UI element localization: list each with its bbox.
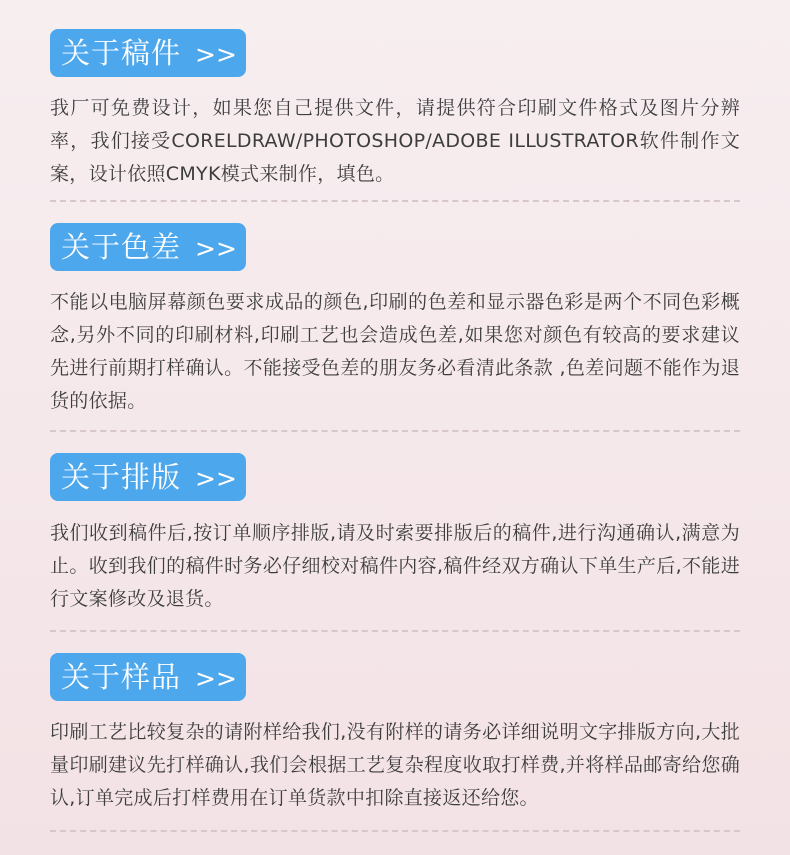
double-chevron-icon: >>: [195, 464, 237, 493]
section-title: 关于排版: [61, 460, 182, 494]
section-title-tag: [50, 653, 246, 701]
section-title: 关于稿件: [61, 36, 182, 70]
dashed-divider: [50, 200, 740, 202]
section-body-text: 不能以电脑屏幕颜色要求成品的颜色,印刷的色差和显示器色彩是两个不同色彩概念,另外不同的印刷材料,印刷工艺也会造成色差,如果您对颜色有较高的要求建议先进行前期打样确认。不能接受色差的朋友务必看清此条款 ,色差问题不能作为退货的依据。: [50, 291, 740, 412]
section-body-text: 我厂可免费设计，如果您自己提供文件，请提供符合印刷文件格式及图片分辨率，我们接受CORELDRAW/PHOTOSHOP/ADOBE ILLUSTRATOR软件制作文案，设计依照CMYK模式来制作，填色。: [50, 97, 740, 185]
section-body-text: 我们收到稿件后,按订单顺序排版,请及时索要排版后的稿件,进行沟通确认,满意为止。收到我们的稿件时务必仔细校对稿件内容,稿件经双方确认下单生产后,不能进行文案修改及退货。: [50, 522, 740, 610]
double-chevron-icon: >>: [195, 664, 237, 693]
dashed-divider: [50, 430, 740, 432]
dashed-divider: [50, 830, 740, 832]
dashed-divider: [50, 630, 740, 632]
double-chevron-icon: >>: [195, 234, 237, 263]
section-title: 关于色差: [61, 230, 182, 264]
section-title-tag: [50, 223, 246, 271]
section-body-text: 印刷工艺比较复杂的请附样给我们,没有附样的请务必详细说明文字排版方向,大批量印刷建议先打样确认,我们会根据工艺复杂程度收取打样费,并将样品邮寄给您确认,订单完成后打样费用在订单货款中扣除直接返还给您。: [50, 721, 740, 809]
section-title-tag: [50, 29, 246, 77]
section-title: 关于样品: [61, 660, 182, 694]
section-title-tag: [50, 453, 246, 501]
double-chevron-icon: >>: [195, 40, 237, 69]
